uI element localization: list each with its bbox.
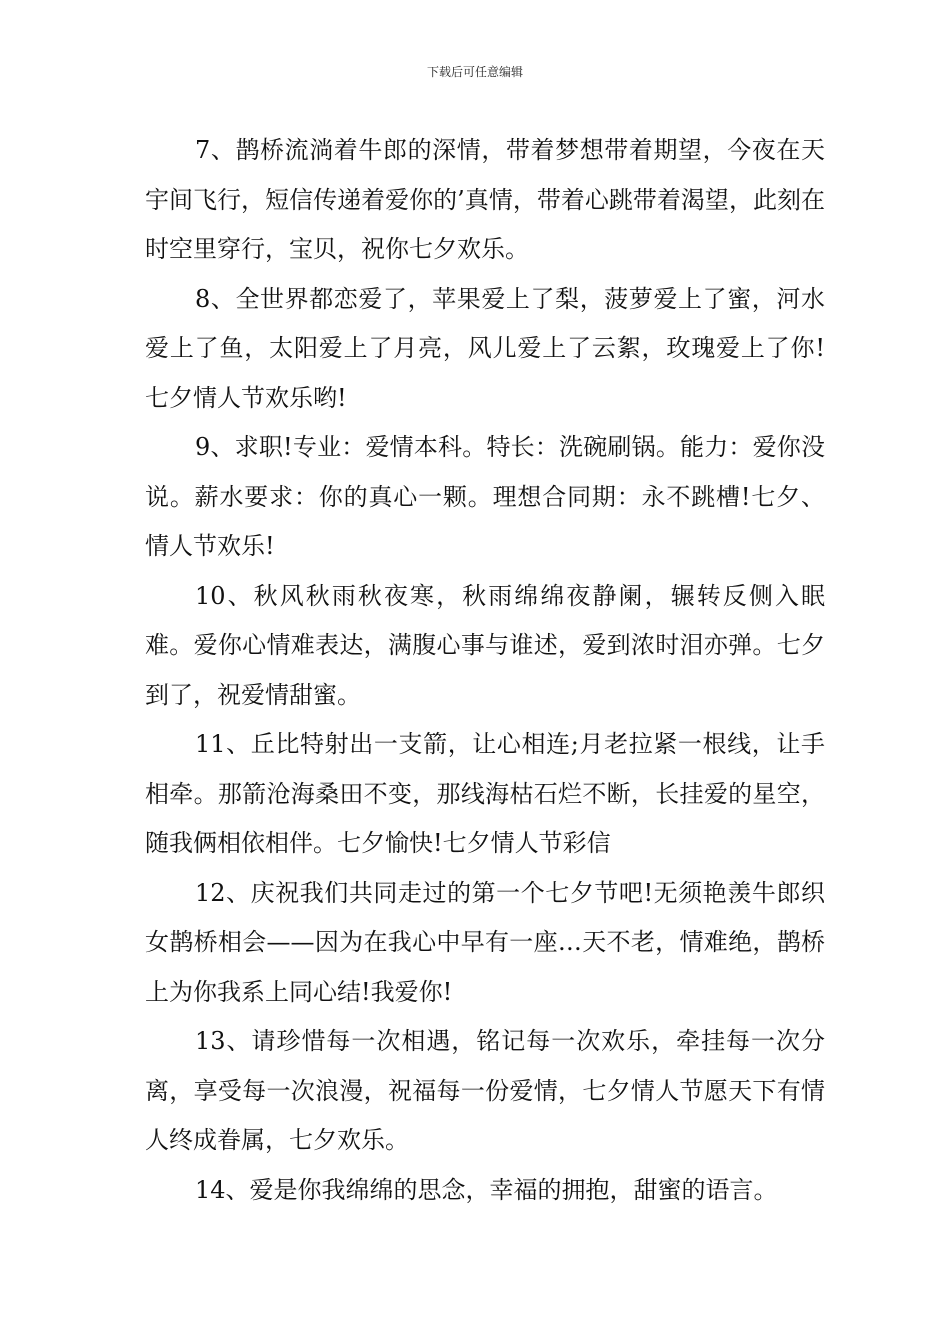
paragraph-12: 12、庆祝我们共同走过的第一个七夕节吧!无须艳羡牛郎织女鹊桥相会——因为在我心中早有一座…天不老，情难绝，鹊桥上为你我系上同心结!我爱你! bbox=[145, 878, 825, 1006]
paragraph-9: 9、求职!专业：爱情本科。特长：洗碗刷锅。能力：爱你没说。薪水要求：你的真心一颗。理想合同期：永不跳槽!七夕、情人节欢乐! bbox=[145, 433, 825, 560]
page-header: 下载后可任意编辑 bbox=[426, 65, 523, 79]
paragraph-10: 10、秋风秋雨秋夜寒，秋雨绵绵夜静阑，辗转反侧入眠难。爱你心情难表达，满腹心事与谁述，爱到浓时泪亦弹。七夕到了，祝爱情甜蜜。 bbox=[145, 581, 825, 709]
paragraph-13: 13、请珍惜每一次相遇，铭记每一次欢乐，牵挂每一次分离，享受每一次浪漫，祝福每一份爱情，七夕情人节愿天下有情人终成眷属，七夕欢乐。 bbox=[145, 1027, 825, 1154]
paragraph-8: 8、全世界都恋爱了，苹果爱上了梨，菠萝爱上了蜜，河水爱上了鱼，太阳爱上了月亮，风儿爱上了云絮，玫瑰爱上了你!七夕情人节欢乐哟! bbox=[145, 284, 825, 412]
document-body bbox=[145, 126, 825, 1215]
paragraph-7: 7、鹊桥流淌着牛郎的深情，带着梦想带着期望，今夜在天宇间飞行，短信传递着爱你的’真情，带着心跳带着渴望，此刻在时空里穿行，宝贝，祝你七夕欢乐。 bbox=[145, 136, 825, 263]
paragraph-14: 14、爱是你我绵绵的思念，幸福的拥抱，甜蜜的语言。 bbox=[195, 1175, 778, 1204]
paragraph-11: 11、丘比特射出一支箭，让心相连;月老拉紧一根线，让手相牵。那箭沧海桑田不变，那线海枯石烂不断，长挂爱的星空，随我俩相依相伴。七夕愉快!七夕情人节彩信 bbox=[145, 730, 825, 857]
